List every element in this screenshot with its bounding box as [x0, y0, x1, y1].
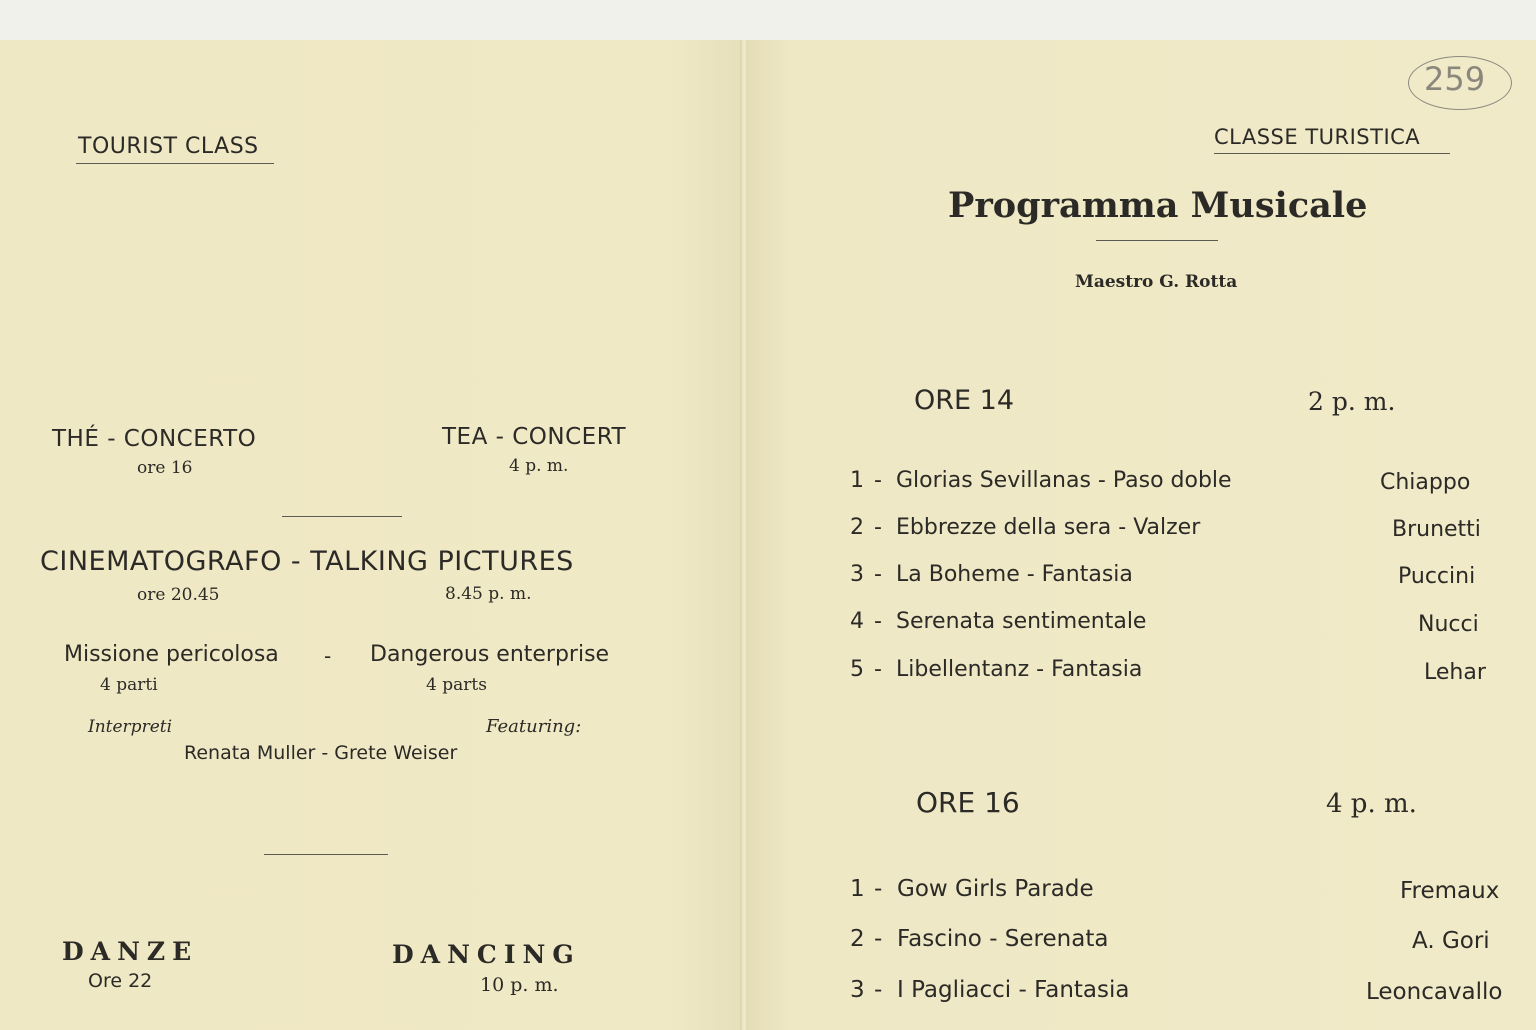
s2-item-3-composer: Leoncavallo — [1366, 979, 1503, 1005]
s1-item-3-num: 3 — [850, 562, 864, 587]
s1-item-4-composer: Nucci — [1418, 612, 1479, 637]
s2-item-2-num: 2 — [850, 926, 865, 952]
cinema-time-en: 8.45 p. m. — [445, 584, 532, 604]
s2-item-1-num: 1 — [850, 876, 865, 902]
s1-item-2-num: 2 — [850, 515, 864, 540]
session-2-pm: 4 p. m. — [1326, 789, 1417, 819]
danze-time: Ore 22 — [88, 970, 153, 992]
s2-item-3-dash: - — [874, 977, 883, 1003]
session-1-ore: ORE 14 — [914, 385, 1015, 416]
s1-item-3-composer: Puccini — [1398, 564, 1476, 589]
s1-item-1-dash: - — [874, 468, 882, 493]
the-concerto-time: ore 16 — [137, 458, 193, 478]
s1-item-3-dash: - — [874, 562, 882, 587]
s2-item-2-composer: A. Gori — [1412, 928, 1490, 954]
title-underline — [1096, 240, 1218, 241]
s1-item-5-num: 5 — [850, 657, 864, 682]
s1-item-4-num: 4 — [850, 609, 864, 634]
s1-item-1-composer: Chiappo — [1380, 470, 1471, 495]
tea-concert-time: 4 p. m. — [509, 456, 569, 476]
s1-item-5-dash: - — [874, 657, 882, 682]
s2-item-1-composer: Fremaux — [1400, 878, 1500, 904]
classe-turistica-underline — [1214, 153, 1450, 154]
tourist-class-underline — [76, 163, 274, 164]
cinema-time-it: ore 20.45 — [137, 585, 220, 605]
s1-item-1-piece: Glorias Sevillanas - Paso doble — [896, 468, 1232, 493]
s2-item-1-dash: - — [874, 876, 883, 902]
page-title: Programma Musicale — [948, 185, 1368, 226]
s1-item-2-dash: - — [874, 515, 882, 540]
maestro: Maestro G. Rotta — [1075, 272, 1238, 292]
dancing-time: 10 p. m. — [480, 974, 559, 996]
film-separator: - — [324, 644, 332, 668]
s2-item-3-num: 3 — [850, 977, 865, 1003]
classe-turistica-label: CLASSE TURISTICA — [1214, 125, 1421, 149]
tea-concert-title: TEA - CONCERT — [442, 424, 627, 450]
s1-item-5-composer: Lehar — [1424, 660, 1486, 685]
danze-title: DANZE — [62, 937, 199, 966]
s1-item-1-num: 1 — [850, 468, 864, 493]
s1-item-2-composer: Brunetti — [1392, 517, 1481, 542]
s1-item-3-piece: La Boheme - Fantasia — [896, 562, 1133, 587]
s2-item-2-dash: - — [874, 926, 883, 952]
cinema-title: CINEMATOGRAFO - TALKING PICTURES — [40, 546, 574, 577]
session-2-ore: ORE 16 — [916, 786, 1020, 819]
s1-item-2-piece: Ebbrezze della sera - Valzer — [896, 515, 1201, 540]
film-parts-it: 4 parti — [100, 675, 158, 695]
s1-item-5-piece: Libellentanz - Fantasia — [896, 657, 1143, 682]
s2-item-3-piece: I Pagliacci - Fantasia — [897, 977, 1130, 1003]
interpreti-label: Interpreti — [88, 717, 173, 737]
s1-item-4-dash: - — [874, 609, 882, 634]
page-number: 259 — [1424, 60, 1486, 98]
featuring-label: Featuring: — [486, 716, 582, 737]
session-1-pm: 2 p. m. — [1308, 387, 1396, 416]
page-fold — [740, 40, 748, 1030]
divider-2 — [264, 854, 388, 855]
s1-item-4-piece: Serenata sentimentale — [896, 609, 1147, 634]
tourist-class-label: TOURIST CLASS — [78, 134, 259, 159]
left-page — [0, 40, 744, 1030]
film-title-it: Missione pericolosa — [64, 642, 279, 667]
dancing-title: DANCING — [392, 940, 581, 969]
film-title-en: Dangerous enterprise — [370, 642, 610, 667]
s2-item-2-piece: Fascino - Serenata — [897, 926, 1109, 952]
the-concerto-title: THÉ - CONCERTO — [52, 426, 257, 452]
divider-1 — [282, 516, 402, 517]
s2-item-1-piece: Gow Girls Parade — [897, 876, 1094, 902]
film-parts-en: 4 parts — [426, 675, 487, 695]
cast-names: Renata Muller - Grete Weiser — [184, 742, 458, 764]
